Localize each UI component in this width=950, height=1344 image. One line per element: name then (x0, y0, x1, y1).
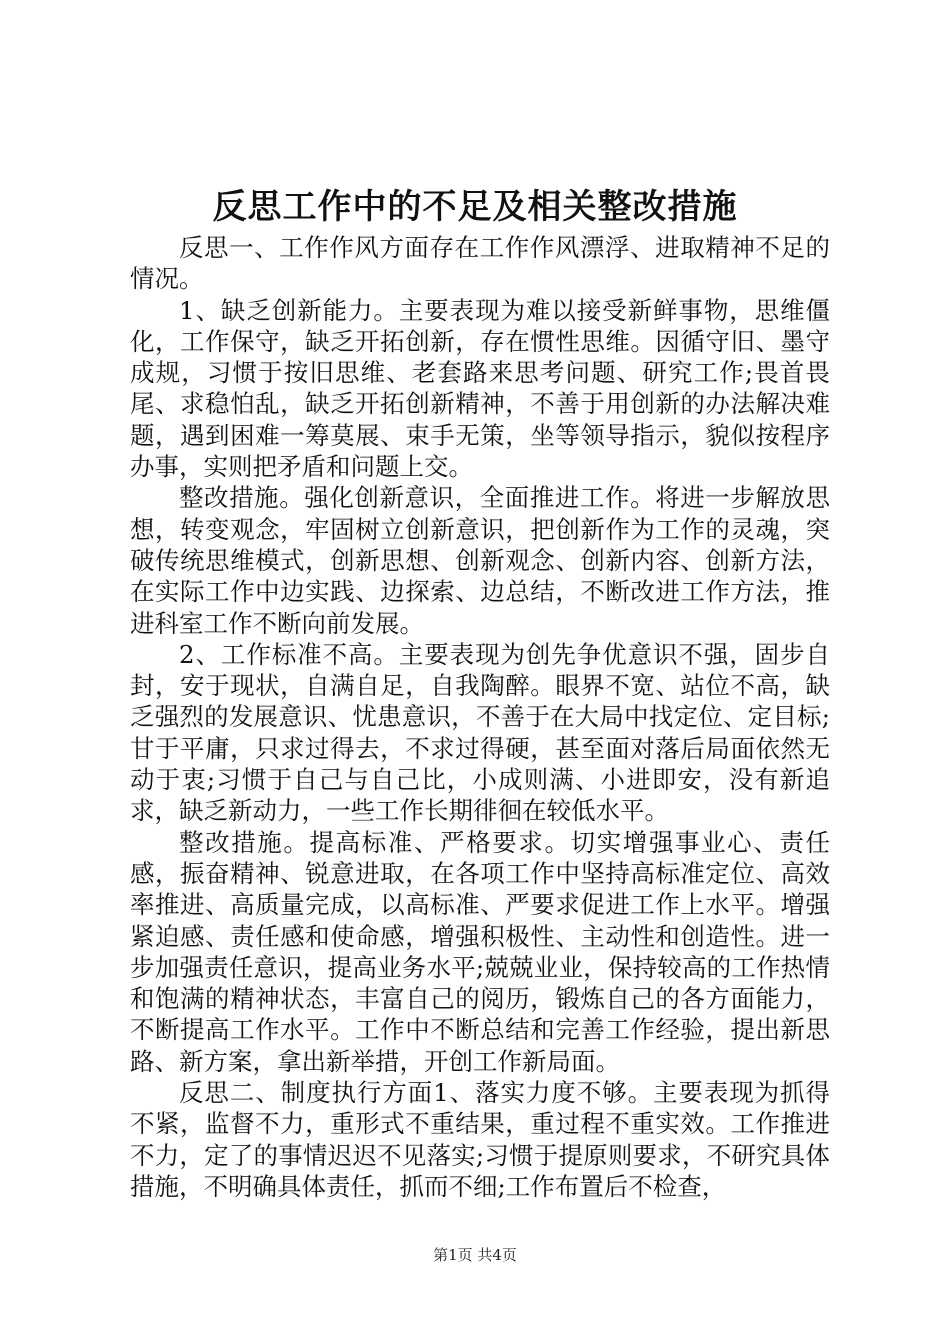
paragraph-reflection-one: 反思一、工作作风方面存在工作作风漂浮、进取精神不足的情况。 (130, 233, 830, 294)
paragraph-reflection-two: 反思二、制度执行方面1、落实力度不够。主要表现为抓得不紧，监督不力，重形式不重结果，重过程不重实效。工作推进不力，定了的事情迟迟不见落实;习惯于提原则要求，不研究具体措施，不明确具体责任，抓而不细;工作布置后不检查， (130, 1078, 830, 1201)
document-title: 反思工作中的不足及相关整改措施 (212, 187, 738, 227)
paragraph-rectification-standards: 整改措施。提高标准、严格要求。切实增强事业心、责任感，振奋精神、锐意进取，在各项工作中坚持高标准定位、高效率推进、高质量完成，以高标准、严要求促进工作上水平。增强紧迫感、责任感和使命感，增强积极性、主动性和创造性。进一步加强责任意识，提高业务水平;兢兢业业，保持较高的工作热情和饱满的精神状态，丰富自己的阅历，锻炼自己的各方面能力，不断提高工作水平。工作中不断总结和完善工作经验，提出新思路、新方案，拿出新举措，开创工作新局面。 (130, 827, 830, 1076)
paragraph-rectification-innovation: 整改措施。强化创新意识，全面推进工作。将进一步解放思想，转变观念，牢固树立创新意识，把创新作为工作的灵魂，突破传统思维模式，创新思想、创新观念、创新内容、创新方法，在实际工作中边实践、边探索、边总结，不断改进工作方法，推进科室工作不断向前发展。 (130, 483, 830, 638)
paragraph-lack-of-innovation: 1、缺乏创新能力。主要表现为难以接受新鲜事物，思维僵化，工作保守，缺乏开拓创新，存在惯性思维。因循守旧、墨守成规，习惯于按旧思维、老套路来思考问题、研究工作;畏首畏尾、求稳怕乱，缺乏开拓创新精神，不善于用创新的办法解决难题，遇到困难一筹莫展、束手无策，坐等领导指示，貌似按程序办事，实则把矛盾和问题上交。 (130, 295, 830, 482)
page-number-footer: 第1页 共4页 (433, 1246, 517, 1264)
paragraph-low-standards: 2、工作标准不高。主要表现为创先争优意识不强，固步自封，安于现状，自满自足，自我陶醉。眼界不宽、站位不高，缺乏强烈的发展意识、忧患意识，不善于在大局中找定位、定目标;甘于平庸，只求过得去，不求过得硬，甚至面对落后局面依然无动于衷;习惯于自己与自己比，小成则满、小进即安，没有新追求，缺乏新动力，一些工作长期徘徊在较低水平。 (130, 639, 830, 826)
document-body (130, 232, 830, 1202)
